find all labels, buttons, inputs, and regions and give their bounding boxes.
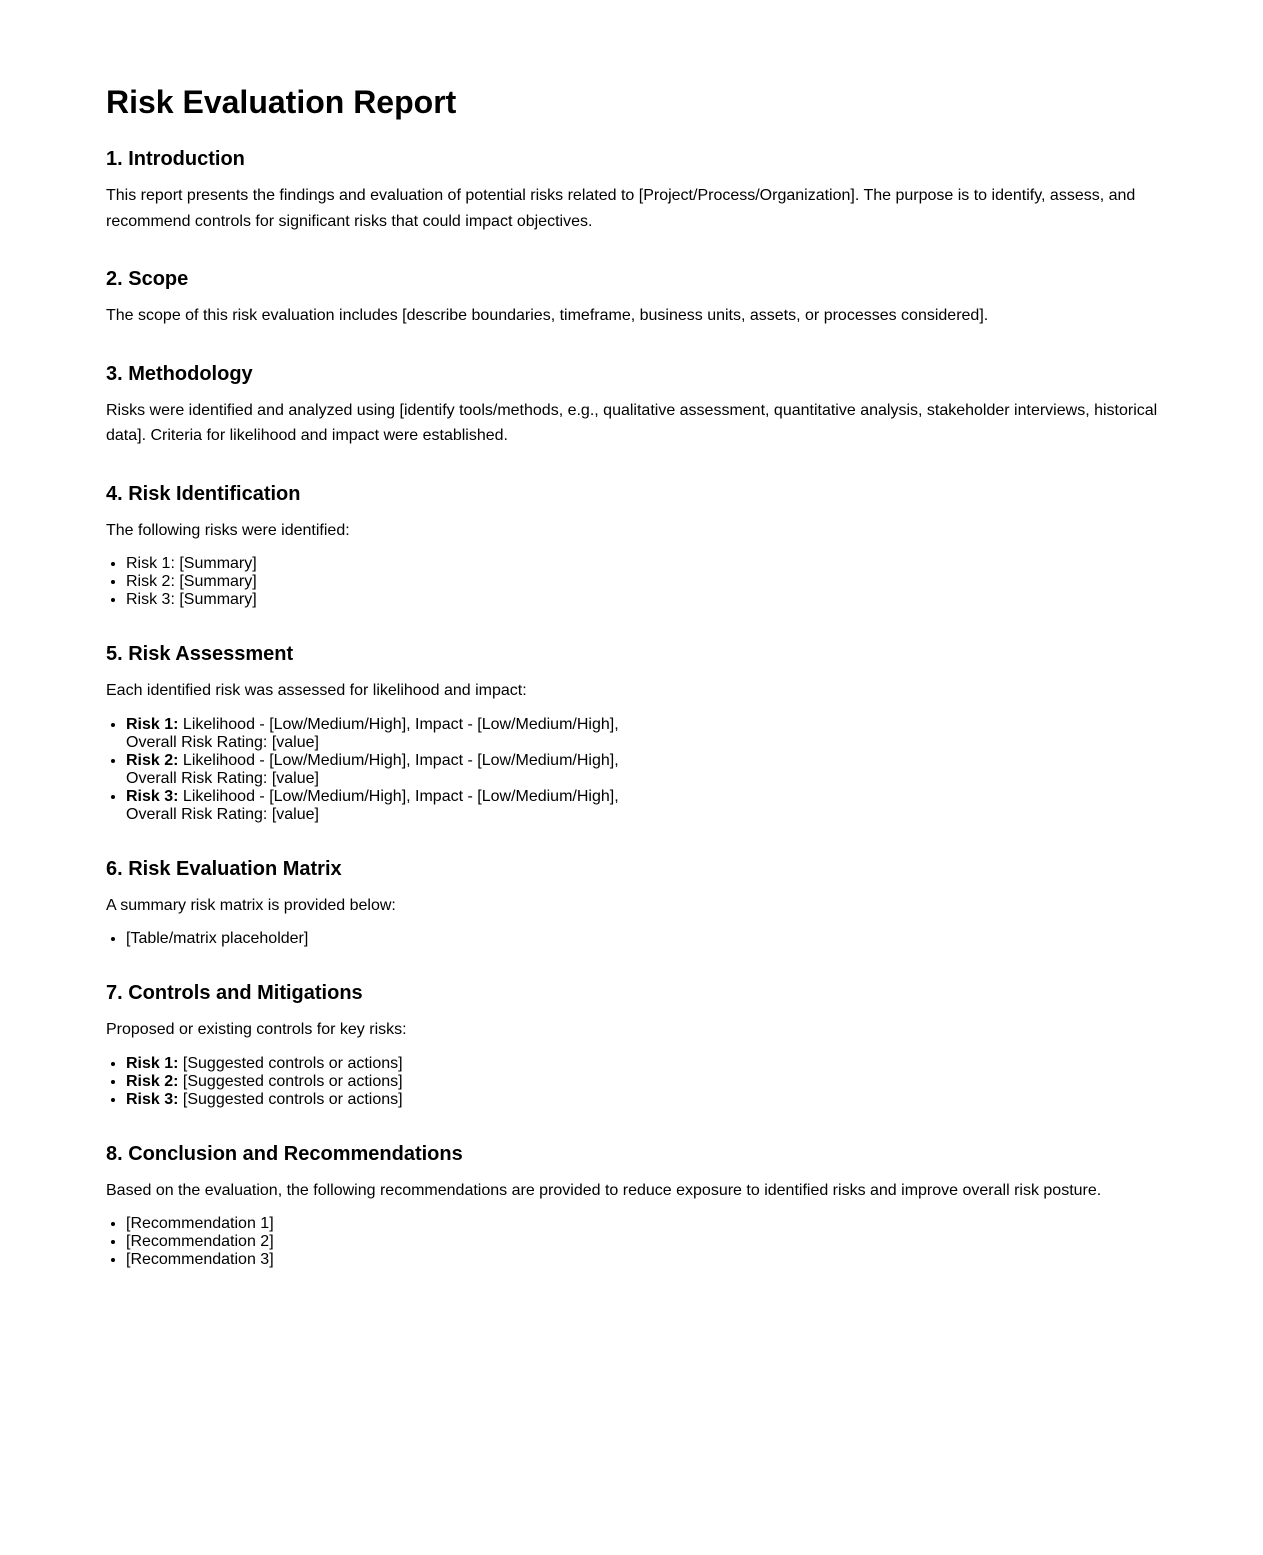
risk-label: Risk 1:	[126, 715, 179, 733]
risk-detail: Likelihood - [Low/Medium/High], Impact - [Low/Medium/High], Overall Risk Rating: [value]	[126, 715, 619, 751]
control-detail: [Suggested controls or actions]	[178, 1072, 403, 1090]
risk-label: Risk 2:	[126, 1072, 179, 1090]
list-item	[126, 716, 626, 752]
list-item	[126, 1091, 1163, 1109]
list-item: • [Recommendation 3]	[126, 1251, 1163, 1269]
risk-label: Risk 2:	[126, 751, 179, 769]
section-paragraph: Risks were identified and analyzed using [identify tools/methods, e.g., qualitative assessment, quantitative analysis, stakeholder interviews, historical data]. Criteria for likelihood and impact were established.	[106, 401, 1158, 444]
section-paragraph: Based on the evaluation, the following recommendations are provided to reduce exposure to identified risks and improve overall risk posture.	[106, 1181, 1102, 1199]
section-heading: 7. Controls and Mitigations	[106, 982, 363, 1004]
section-paragraph: Proposed or existing controls for key risks:	[106, 1021, 407, 1038]
section-heading: 6. Risk Evaluation Matrix	[106, 857, 342, 880]
section-paragraph: The scope of this risk evaluation includes [describe boundaries, timeframe, business units, assets, or processes considered].	[106, 307, 989, 324]
section-controls	[106, 980, 1163, 1109]
risk-list	[106, 555, 1163, 609]
risk-detail: Likelihood - [Low/Medium/High], Impact - [Low/Medium/High], Overall Risk Rating: [value]	[126, 787, 619, 823]
section-risk-matrix	[106, 856, 1163, 949]
section-heading: 1. Introduction	[106, 148, 245, 170]
list-item	[126, 1055, 1163, 1073]
section-risk-assessment	[106, 641, 1163, 824]
section-heading: 4. Risk Identification	[106, 482, 301, 505]
section-paragraph: This report presents the findings and evaluation of potential risks related to [Project/Process/Organization]. The purpose is to identify, assess, and recommend controls for significant risks that could impact objectives.	[106, 187, 1136, 230]
risk-label: Risk 1:	[126, 1054, 179, 1072]
list-item: • Risk 2: [Summary]	[126, 573, 1163, 591]
section-heading: 8. Conclusion and Recommendations	[106, 1142, 463, 1165]
controls-list	[106, 1055, 1163, 1109]
list-item: • [Recommendation 1]	[126, 1215, 1163, 1233]
list-item: • Risk 1: [Summary]	[126, 555, 1163, 573]
section-conclusion	[106, 1141, 1163, 1270]
section-methodology	[106, 361, 1163, 449]
section-heading: 3. Methodology	[106, 362, 253, 385]
list-item	[126, 1073, 1163, 1091]
page-title: Risk Evaluation Report	[106, 84, 457, 120]
section-paragraph: A summary risk matrix is provided below:	[106, 896, 396, 914]
list-item	[126, 752, 626, 788]
assessment-list	[106, 716, 1163, 824]
section-introduction	[106, 146, 1163, 234]
section-risk-identification	[106, 481, 1163, 610]
matrix-list	[106, 930, 1163, 948]
risk-label: Risk 3:	[126, 787, 179, 805]
section-heading: 5. Risk Assessment	[106, 643, 294, 665]
section-paragraph: The following risks were identified:	[106, 521, 350, 539]
control-detail: [Suggested controls or actions]	[178, 1090, 403, 1108]
recommendation-list	[106, 1215, 1163, 1269]
list-item: • [Table/matrix placeholder]	[126, 930, 1163, 948]
list-item: • [Recommendation 2]	[126, 1233, 1163, 1251]
section-scope	[106, 266, 1163, 329]
list-item	[126, 788, 626, 824]
list-item: • Risk 3: [Summary]	[126, 591, 1163, 609]
section-paragraph: Each identified risk was assessed for likelihood and impact:	[106, 682, 527, 699]
risk-label: Risk 3:	[126, 1090, 179, 1108]
risk-detail: Likelihood - [Low/Medium/High], Impact - [Low/Medium/High], Overall Risk Rating: [value]	[126, 751, 619, 787]
control-detail: [Suggested controls or actions]	[178, 1054, 403, 1072]
section-heading: 2. Scope	[106, 268, 189, 290]
